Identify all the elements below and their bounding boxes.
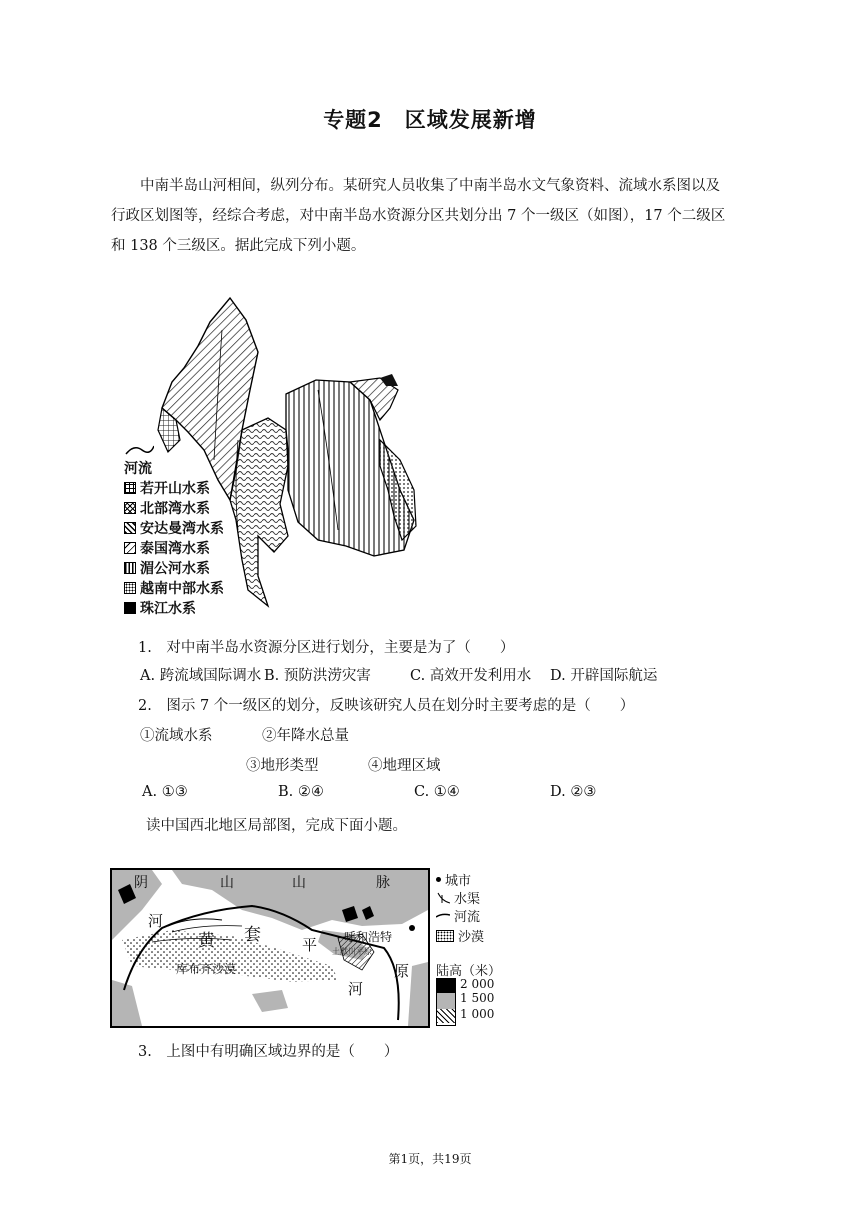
map1-legend-item xyxy=(124,538,210,558)
question-2-stem: 2. 图示 7 个一级区的划分，反映该研究人员在划分时主要考虑的是（ ） xyxy=(138,698,635,714)
legend-label: 北部湾水系 xyxy=(140,501,210,517)
city-dot-icon xyxy=(436,877,441,882)
label-shan: 山 xyxy=(220,875,234,891)
label-tao: 套 xyxy=(244,925,261,945)
label-small-plain: 土默川平原 xyxy=(332,947,372,956)
map1-legend-item xyxy=(124,558,210,578)
vertical-swatch-icon xyxy=(124,562,136,574)
label-mai: 脉 xyxy=(376,875,390,891)
height-2000: 2 000 xyxy=(460,977,495,991)
q2-item-4: ④地理区域 xyxy=(368,758,441,774)
map1-legend-item xyxy=(124,498,210,518)
q1-option-d[interactable]: D. 开辟国际航运 xyxy=(550,668,658,684)
legend-height-scale xyxy=(436,977,495,1026)
label-shan-2: 山 xyxy=(292,875,306,891)
legend-label: 河流 xyxy=(124,461,152,477)
label-huang: 黄 xyxy=(198,931,215,951)
hetao-map-graphic xyxy=(112,870,428,1026)
diagonal-swatch-icon xyxy=(124,522,136,534)
label-desert: 库布齐沙漠 xyxy=(176,962,237,976)
q2-option-b[interactable]: B. ②④ xyxy=(278,784,324,800)
legend-label: 珠江水系 xyxy=(140,601,196,617)
map1-legend-item xyxy=(124,578,224,598)
hetao-map xyxy=(110,868,430,1028)
canal-icon xyxy=(436,891,450,905)
map1-legend-river-label xyxy=(124,458,152,478)
label-yuan: 原 xyxy=(394,962,410,980)
legend-desert xyxy=(436,926,484,945)
q2-option-d[interactable]: D. ②③ xyxy=(550,784,597,800)
dots-swatch-icon xyxy=(124,582,136,594)
legend-canal xyxy=(436,888,480,907)
legend-river xyxy=(436,906,480,925)
label-he-2: 河 xyxy=(348,980,364,998)
intro-paragraph-2: 读中国西北地区局部图，完成下面小题。 xyxy=(146,818,407,834)
wave-swatch-icon xyxy=(124,542,136,554)
desert-swatch-icon xyxy=(436,930,454,942)
map1-legend-river xyxy=(124,442,154,456)
legend-label: 湄公河水系 xyxy=(140,561,210,577)
q1-option-a[interactable]: A. 跨流域国际调水 xyxy=(140,668,262,684)
question-3-stem: 3. 上图中有明确区域边界的是（ ） xyxy=(138,1044,399,1060)
legend-label: 越南中部水系 xyxy=(140,581,224,597)
legend-river-label: 河流 xyxy=(454,910,481,925)
river-line-icon xyxy=(436,911,450,921)
hetao-map-legend xyxy=(436,868,526,1028)
page-footer: 第1页，共19页 xyxy=(388,1152,472,1166)
page-title: 专题2 区域发展新增 xyxy=(323,108,537,132)
grid-swatch-icon xyxy=(124,482,136,494)
height-1500: 1 500 xyxy=(460,991,495,1005)
label-city: 呼和浩特 xyxy=(344,930,393,944)
q2-option-a[interactable]: A. ①③ xyxy=(142,784,188,800)
q1-option-b[interactable]: B. 预防洪涝灾害 xyxy=(264,668,371,684)
q2-option-c[interactable]: C. ①④ xyxy=(414,784,460,800)
legend-city xyxy=(436,870,471,889)
intro-line-1: 中南半岛山河相间，纵列分布。某研究人员收集了中南半岛水文气象资料、流域水系图以及 xyxy=(140,178,720,194)
cross-swatch-icon xyxy=(124,502,136,514)
label-ping: 平 xyxy=(302,936,318,954)
label-he: 河 xyxy=(148,912,164,930)
question-1-stem: 1. 对中南半岛水资源分区进行划分，主要是为了（ ） xyxy=(138,640,515,656)
map1-legend-item xyxy=(124,518,224,538)
map1-legend-item xyxy=(124,478,210,498)
legend-city-label: 城市 xyxy=(445,874,472,889)
map1-legend-item xyxy=(124,598,196,618)
height-scale-bar xyxy=(436,978,456,1026)
intro-paragraph-1 xyxy=(111,171,751,261)
q1-option-c[interactable]: C. 高效开发利用水 xyxy=(410,668,532,684)
height-1000: 1 000 xyxy=(460,1007,495,1021)
legend-height-title: 陆高（米） xyxy=(436,964,502,979)
q2-item-1: ①流域水系 xyxy=(140,728,213,744)
solid-swatch-icon xyxy=(124,602,136,614)
intro-line-2: 行政区划图等，经综合考虑，对中南半岛水资源分区共划分出 7 个一级区（如图），17 个二级区 xyxy=(111,208,726,224)
legend-label: 泰国湾水系 xyxy=(140,541,210,557)
river-symbol-icon xyxy=(124,442,154,456)
legend-desert-label: 沙漠 xyxy=(458,930,485,945)
q2-item-2: ②年降水总量 xyxy=(262,728,349,744)
legend-label: 若开山水系 xyxy=(140,481,210,497)
legend-canal-label: 水渠 xyxy=(454,892,481,907)
q2-item-3: ③地形类型 xyxy=(246,758,319,774)
intro-line-3: 和 138 个三级区。据此完成下列小题。 xyxy=(111,238,366,254)
label-yin: 阴 xyxy=(134,875,148,891)
legend-label: 安达曼湾水系 xyxy=(140,521,224,537)
